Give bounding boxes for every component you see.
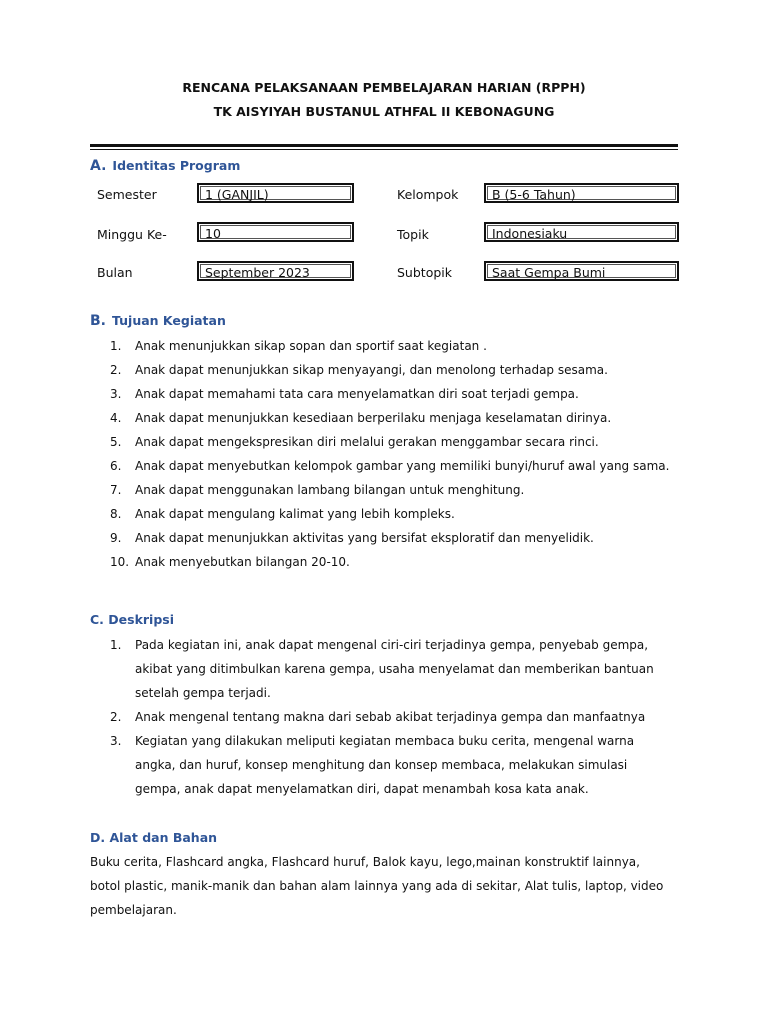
list-text: akibat yang ditimbulkan karena gempa, usaha menyelamat dan memberikan bantuan [135, 662, 654, 676]
list-text: Anak dapat mengekspresikan diri melalui gerakan menggambar secara rinci. [135, 435, 599, 449]
list-text: Anak dapat mengulang kalimat yang lebih kompleks. [135, 507, 455, 521]
list-item [110, 358, 690, 382]
list-number: 9. [110, 531, 122, 545]
kelompok-label: Kelompok [397, 187, 459, 202]
description-list [110, 633, 690, 801]
list-item [110, 526, 690, 550]
list-item [110, 478, 690, 502]
list-number: 1. [110, 638, 122, 652]
objectives-list [110, 334, 690, 574]
list-text: gempa, anak dapat menyelamatkan diri, dapat menambah kosa kata anak. [135, 782, 589, 796]
materials-paragraph [90, 850, 690, 922]
list-text: Anak dapat menunjukkan aktivitas yang bersifat eksploratif dan menyelidik. [135, 531, 594, 545]
bulan-field: September 2023 [197, 261, 354, 281]
list-item-continuation [110, 657, 690, 681]
list-item [110, 705, 690, 729]
list-text: Anak mengenal tentang makna dari sebab akibat terjadinya gempa dan manfaatnya [135, 710, 646, 724]
list-text: Anak dapat menunjukkan sikap menyayangi, dan menolong terhadap sesama. [135, 363, 608, 377]
header-rule-thick [90, 144, 678, 147]
list-text: angka, dan huruf, konsep menghitung dan konsep membaca, melakukan simulasi [135, 758, 628, 772]
list-item-continuation [110, 753, 690, 777]
section-a-title: Identitas Program [112, 158, 241, 173]
list-item [110, 382, 690, 406]
section-a-letter: A. [90, 158, 107, 174]
section-b-title: Tujuan Kegiatan [112, 313, 226, 328]
header-rule-thin [90, 149, 678, 150]
list-number: 2. [110, 363, 122, 377]
list-number: 3. [110, 734, 122, 748]
subtopik-field: Saat Gempa Bumi [484, 261, 679, 281]
section-d-heading: D. Alat dan Bahan [90, 830, 218, 845]
minggu-label: Minggu Ke- [97, 227, 167, 242]
bulan-label: Bulan [97, 265, 133, 280]
materials-line: Buku cerita, Flashcard angka, Flashcard huruf, Balok kayu, lego,mainan konstruktif lainnya, [90, 855, 640, 869]
list-item [110, 502, 690, 526]
list-text: Anak dapat menggunakan lambang bilangan untuk menghitung. [135, 483, 525, 497]
list-text: setelah gempa terjadi. [135, 686, 271, 700]
semester-field: 1 (GANJIL) [197, 183, 354, 203]
list-number: 3. [110, 387, 122, 401]
list-number: 4. [110, 411, 122, 425]
minggu-field: 10 [197, 222, 354, 242]
semester-label: Semester [97, 187, 157, 202]
list-item [110, 633, 690, 657]
list-text: Anak dapat memahami tata cara menyelamatkan diri soat terjadi gempa. [135, 387, 579, 401]
list-item [110, 406, 690, 430]
section-b-letter: B. [90, 313, 106, 329]
materials-line: botol plastic, manik-manik dan bahan alam lainnya yang ada di sekitar, Alat tulis, laptop, video [90, 879, 664, 893]
list-number: 5. [110, 435, 122, 449]
list-item [110, 430, 690, 454]
school-name: TK AISYIYAH BUSTANUL ATHFAL II KEBONAGUNG [213, 104, 555, 119]
list-number: 10. [110, 555, 130, 569]
list-text: Kegiatan yang dilakukan meliputi kegiatan membaca buku cerita, mengenal warna [135, 734, 635, 748]
section-b-heading [90, 313, 226, 329]
list-item [110, 454, 690, 478]
list-item-continuation [110, 777, 690, 801]
list-number: 2. [110, 710, 122, 724]
list-text: Anak menyebutkan bilangan 20-10. [135, 555, 350, 569]
document-title: RENCANA PELAKSANAAN PEMBELAJARAN HARIAN (RPPH) [182, 80, 586, 95]
list-text: Pada kegiatan ini, anak dapat mengenal ciri-ciri terjadinya gempa, penyebab gempa, [135, 638, 649, 652]
list-number: 1. [110, 339, 122, 353]
list-number: 8. [110, 507, 122, 521]
topik-field: Indonesiaku [484, 222, 679, 242]
list-item [110, 334, 690, 358]
list-text: Anak dapat menunjukkan kesediaan berperilaku menjaga keselamatan dirinya. [135, 411, 612, 425]
list-item [110, 550, 690, 574]
kelompok-field: B (5-6 Tahun) [484, 183, 679, 203]
list-text: Anak dapat menyebutkan kelompok gambar yang memiliki bunyi/huruf awal yang sama. [135, 459, 670, 473]
list-number: 6. [110, 459, 122, 473]
subtopik-label: Subtopik [397, 265, 452, 280]
section-c-heading: C. Deskripsi [90, 612, 175, 627]
list-text: Anak menunjukkan sikap sopan dan sportif saat kegiatan . [135, 339, 487, 353]
topik-label: Topik [397, 227, 429, 242]
section-a-heading [90, 158, 240, 174]
list-item-continuation [110, 681, 690, 705]
materials-line: pembelajaran. [90, 903, 177, 917]
list-item [110, 729, 690, 753]
list-number: 7. [110, 483, 122, 497]
